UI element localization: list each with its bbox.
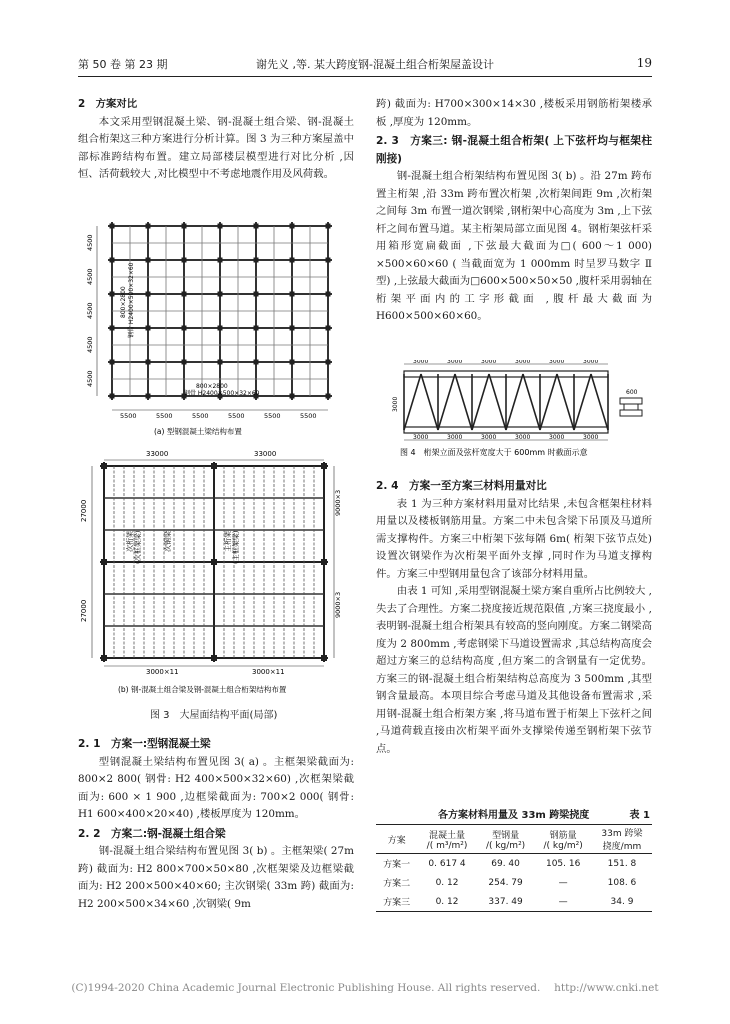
column <box>110 258 115 263</box>
column <box>101 463 107 469</box>
column <box>326 394 331 399</box>
top-dim-label: 3000 <box>583 360 599 365</box>
diagonal-member <box>404 374 421 430</box>
running-title: 谢先义 ,等. 某大跨度钢-混凝土组合桁架屋盖设计 <box>256 58 494 71</box>
top-dim-label: 3000 <box>515 360 531 365</box>
bottom-dim-label: 5500 <box>228 412 245 420</box>
section-width-dim: 600 <box>626 389 638 396</box>
column <box>290 224 295 229</box>
column <box>101 655 107 661</box>
left-dims <box>86 226 97 396</box>
column <box>182 360 187 365</box>
section-2-4-para-1: 表 1 为三种方案材料用量对比结果 ,未包含框架柱材料用量以及楼板钢筋用量。方案二中未包含梁下吊顶及马道所需支撑构件。方案三中桁架下弦每隔 6m( 桁架下弦节点处) 设置次钢梁作为次桁架平面外支撑 ,同时作为马道支撑构件。方案三中型钢用量包含了该部分材料用量。 <box>376 497 652 580</box>
table-cell: 0. 617 4 <box>428 858 466 869</box>
top-dim-label: 3000 <box>413 360 429 365</box>
column <box>254 360 259 365</box>
diagonal-member <box>455 374 472 430</box>
column <box>218 258 223 263</box>
table-cell: — <box>558 877 568 888</box>
right-dim-2: 9000×3 <box>334 591 342 618</box>
table-cell: 0. 12 <box>435 877 459 888</box>
column <box>218 360 223 365</box>
horizontal-note-2: 钢骨 H2400×500×32×60 <box>184 390 260 397</box>
label-main-beam: (主框架梁) <box>232 530 240 564</box>
column <box>326 326 331 331</box>
table-cell: 337. 49 <box>488 896 523 907</box>
table-row <box>376 892 652 912</box>
section-2-4-para-2: 由表 1 可知 ,采用型钢混凝土梁方案自重所占比例较大 ,失去了合理性。方案二挠度接近规范限值 ,方案三挠度最小 ,表明钢-混凝土组合桁架具有较高的竖向刚度。方案二钢梁高度为 2 800mm ,考虑钢梁下马道设置需求 ,其总结构高度会超过方案三的总结构高度 ,但方案二的含钢量有一定优势。方案三的钢-混凝土组合桁架结构总高度为 3 500mm ,其型钢含量最高。本项目综合考虑马道及其他设备布置需求 ,采用钢-混凝土组合桁架方案 ,将马道布置于桁架上下弦杆之间 ,马道荷载直接由次桁架平面外支撑梁传递至钢桁架下弦节点。 <box>376 585 652 755</box>
column <box>110 292 115 297</box>
top-dim-2: 33000 <box>254 450 277 458</box>
bottom-dims <box>112 410 328 420</box>
left-dim-2: 27000 <box>80 599 88 622</box>
table-header-cell: 混凝土量 /( m³/m²) <box>426 830 468 851</box>
table-cell: 0. 12 <box>435 896 459 907</box>
bottom-dim-label: 5500 <box>264 412 281 420</box>
vertical-note-2: 钢骨 H2400×500×32×60 <box>128 262 135 338</box>
column <box>211 559 217 565</box>
figure-3b <box>78 442 354 698</box>
diagonal-member <box>421 374 438 430</box>
section-2-3-para: 钢-混凝土组合桁架结构布置见图 3( b) 。沿 27m 跨布置主桁架 ,沿 33m 跨布置次桁架 ,次桁架间距 9m ,次桁架之间每 3m 布置一道次钢梁 ,钢桁架中心高度为 3m ,上下弦杆之间布置马道。某主桁架局部立面见图 4。钢桁架弦杆采用箱形宽扁截面 ,下弦最大截面为□( 600～1 000) ×500×60×60 ( 当截面宽为 1 000mm 时呈罗马数字 Ⅱ 型) ,上弦最大截面为□600×500×50×50 ,腹杆采用弱轴在桁架平面内的工字形截面 ,腹杆最大截面为 H600×500×60×60。 <box>376 170 652 322</box>
chord-section <box>620 398 642 404</box>
figure-3a <box>84 218 354 436</box>
label-beam: 次钢梁 <box>164 531 172 552</box>
table-cell: 108. 6 <box>607 877 637 888</box>
column <box>110 360 115 365</box>
left-column-bottom <box>78 734 354 913</box>
table-header-cell: 型钢量 /( kg/m²) <box>485 830 526 851</box>
column <box>146 394 151 399</box>
figure-4-caption: 图 4 桁架立面及弦杆宽度大于 600mm 时截面示意 <box>400 448 588 457</box>
bottom-dim-1: 3000×11 <box>146 668 179 676</box>
column <box>218 224 223 229</box>
label-sec-truss: 次桁架 <box>126 531 134 552</box>
bottom-dim-label: 3000 <box>583 434 599 441</box>
grid-3b <box>92 460 334 666</box>
column <box>254 292 259 297</box>
horizontal-note-1: 800×2800 <box>196 383 228 390</box>
section-2-2-title: 2. 2 方案二:钢-混凝土组合梁 <box>78 827 226 840</box>
column <box>146 258 151 263</box>
table-cell: 105. 16 <box>545 858 581 869</box>
page-number: 19 <box>636 56 652 70</box>
bottom-dim-label: 5500 <box>192 412 209 420</box>
table-row <box>376 873 652 892</box>
left-dim-label: 4500 <box>86 268 94 285</box>
copyright-footer: (C)1994-2020 China Academic Journal Electronic Publishing House. All rights reserved. http://www.cnki.net <box>71 982 659 994</box>
table-header-cell: 钢筋量 /( kg/m²) <box>543 830 583 851</box>
diagonal-member <box>574 374 591 430</box>
top-dim-label: 3000 <box>549 360 565 365</box>
column <box>254 326 259 331</box>
table-cell: 34. 9 <box>610 896 634 907</box>
column <box>290 360 295 365</box>
table-cell: 方案三 <box>383 898 411 908</box>
vertical-note-1: 800×2800 <box>120 286 127 318</box>
diagonal-member <box>540 374 557 430</box>
figure-3-caption: 图 3 大屋面结构平面(局部) <box>150 710 278 721</box>
figure-3a-caption: (a) 型钢混凝土梁结构布置 <box>154 427 242 436</box>
column <box>110 326 115 331</box>
table-cell: 方案一 <box>383 860 411 870</box>
top-dim-label: 3000 <box>447 360 463 365</box>
section-2-1-para: 型钢混凝土梁结构布置见图 3( a) 。主框架梁截面为: 800×2 800( 钢骨: H2 400×500×32×60) ,次框架梁截面为: 600 × 1 900 ,边框梁截面为: 700×2 000( 钢骨: H1 600×400×20×40) ,楼板厚度为 120mm。 <box>78 755 354 820</box>
material-table <box>376 824 652 912</box>
figure-4 <box>376 360 652 458</box>
column <box>290 292 295 297</box>
diagonal-member <box>523 374 540 430</box>
bottom-dim-label: 5500 <box>120 412 137 420</box>
table-header-row <box>376 825 652 854</box>
table-cell: 254. 79 <box>488 877 523 888</box>
bottom-dim-label: 3000 <box>481 434 497 441</box>
diagonal-member <box>438 374 455 430</box>
page-header <box>78 56 652 76</box>
section-2-1-title: 2. 1 方案一:型钢混凝土梁 <box>78 738 211 750</box>
table-cell: — <box>558 896 568 907</box>
table-title: 各方案材料用量及 33m 跨梁挠度 <box>438 810 590 821</box>
section-2-2-para: 钢-混凝土组合梁结构布置见图 3( b) 。主框架梁( 27m 跨) 截面为: H2 800×700×50×80 ,次框架梁及边框梁截面为: H2 200×500×40×60; 主次钢梁( 33m 跨) 截面为: H2 200×500×34×60 ,次钢梁( 9m <box>78 845 354 910</box>
chord-section <box>620 410 642 416</box>
bottom-dim-2: 3000×11 <box>252 668 285 676</box>
column <box>211 463 217 469</box>
left-column-top <box>78 96 354 184</box>
right-dim-1: 9000×3 <box>334 489 342 516</box>
height-dim: 3000 <box>392 396 399 412</box>
column <box>290 258 295 263</box>
bottom-dim-label: 3000 <box>413 434 429 441</box>
section-2-title: 2 方案对比 <box>78 98 138 110</box>
table-number: 表 1 <box>629 810 650 821</box>
column <box>146 326 151 331</box>
right-column-top <box>376 96 652 326</box>
diagonal-member <box>472 374 489 430</box>
diagonal-member <box>557 374 574 430</box>
bottom-dim-label: 3000 <box>447 434 463 441</box>
column <box>211 655 217 661</box>
column <box>290 394 295 399</box>
column <box>321 559 327 565</box>
section-2-4-title: 2. 4 方案一至方案三材料用量对比 <box>376 480 547 492</box>
label-main-truss: 主桁架 <box>224 531 232 552</box>
column <box>218 292 223 297</box>
table-cell: 方案二 <box>383 879 411 889</box>
bottom-dim-label: 3000 <box>549 434 565 441</box>
column <box>321 463 327 469</box>
diagonal-member <box>506 374 523 430</box>
column <box>182 258 187 263</box>
left-dim-label: 4500 <box>86 234 94 251</box>
header-rule <box>78 76 652 77</box>
column <box>254 224 259 229</box>
column <box>146 292 151 297</box>
diagonal-member <box>489 374 506 430</box>
top-dim-label: 3000 <box>481 360 497 365</box>
section-2-para: 本文采用型钢混凝土梁、钢-混凝土组合梁、钢-混凝土组合桁架这三种方案进行分析计算。图 3 为三种方案屋盖中部标准跨结构布置。建立局部楼层模型进行对比分析 ,因恒、活荷载较大 ,对比模型中不考虑地震作用及风荷载。 <box>78 115 354 180</box>
column <box>290 326 295 331</box>
column <box>110 394 115 399</box>
table-header-cell: 33m 跨梁 挠度/mm <box>601 829 643 852</box>
left-dim-label: 4500 <box>86 302 94 319</box>
column <box>182 292 187 297</box>
bottom-dim-label: 3000 <box>515 434 531 441</box>
column <box>101 559 107 565</box>
column <box>321 655 327 661</box>
right-column-bottom <box>376 476 652 758</box>
diagonal-member <box>591 374 608 430</box>
table-cell: 151. 8 <box>607 858 637 869</box>
column <box>326 360 331 365</box>
section-2-3-title: 2. 3 方案三: 钢-混凝土组合桁架( 上下弦杆均与框架柱刚接) <box>376 135 652 165</box>
bottom-dim-label: 5500 <box>156 412 173 420</box>
column <box>146 360 151 365</box>
label-sec-beam: (次框架梁) <box>134 530 142 564</box>
table-row <box>376 854 652 874</box>
column <box>326 292 331 297</box>
continued-para: 跨) 截面为: H700×300×14×30 ,楼板采用钢筋桁架楼承板 ,厚度为 120mm。 <box>376 98 652 128</box>
column <box>146 224 151 229</box>
journal-volume: 第 50 卷 第 23 期 <box>78 58 168 71</box>
table-cell: 69. 40 <box>491 858 520 869</box>
left-dim-label: 4500 <box>86 336 94 353</box>
column <box>182 224 187 229</box>
column <box>110 224 115 229</box>
column <box>218 326 223 331</box>
column <box>326 224 331 229</box>
column <box>182 326 187 331</box>
left-dim-label: 4500 <box>86 370 94 387</box>
left-dim-1: 27000 <box>80 499 88 522</box>
column <box>254 258 259 263</box>
figure-3b-caption: (b) 钢-混凝土组合梁及钢-混凝土组合桁架结构布置 <box>118 685 287 694</box>
truss-elevation <box>404 360 642 441</box>
table-header-cell: 方案 <box>387 835 406 846</box>
bottom-dim-label: 5500 <box>300 412 317 420</box>
column <box>326 258 331 263</box>
top-dim-1: 33000 <box>146 450 169 458</box>
grid-lines <box>108 222 332 400</box>
